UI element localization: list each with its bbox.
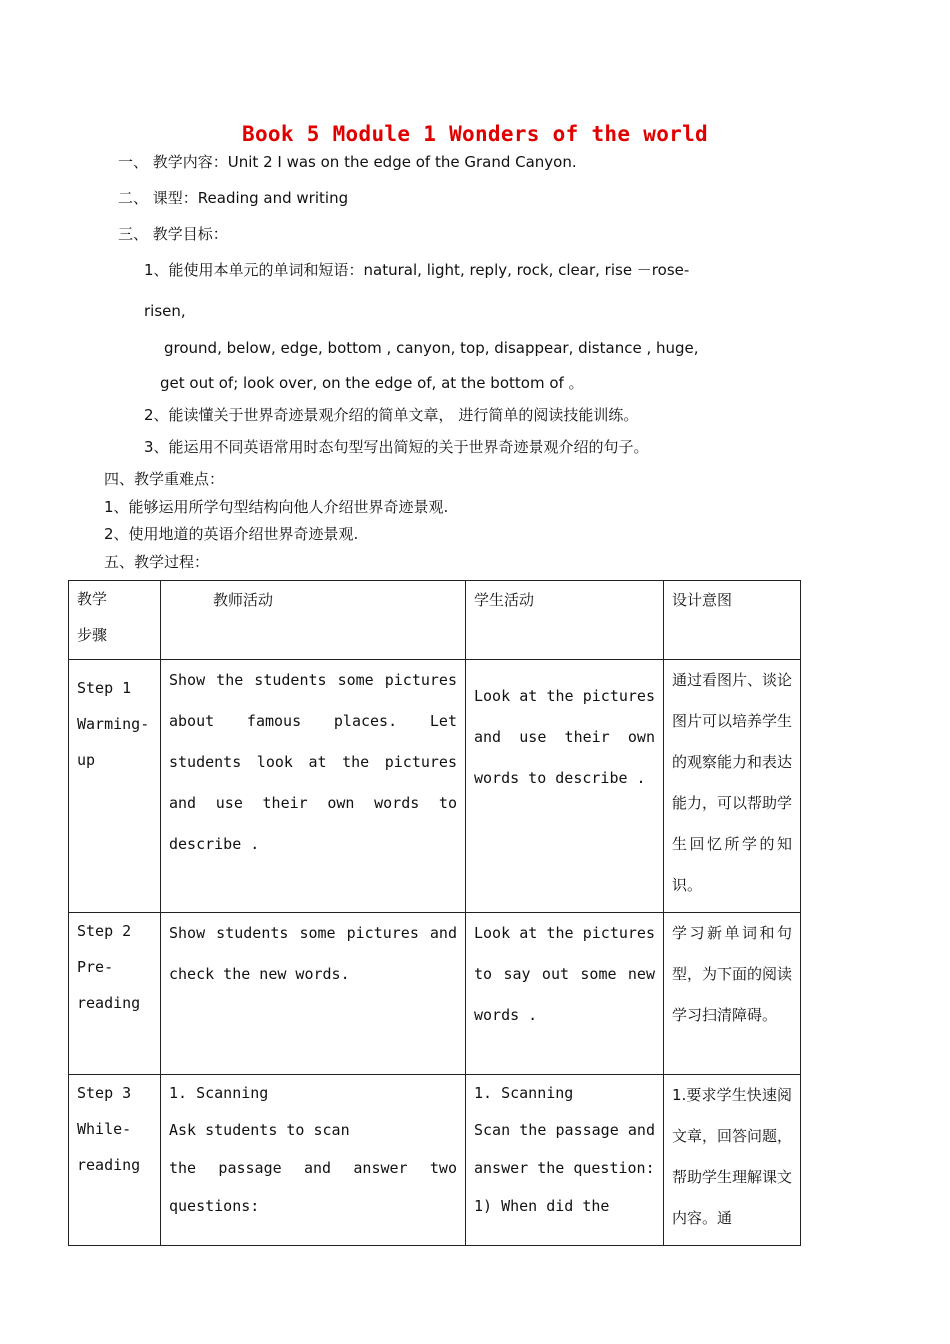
- key-2: 2、使用地道的英语介绍世界奇迹景观.: [104, 525, 359, 543]
- table-row: [69, 913, 801, 1075]
- step-cell: Step 1 Warming- up: [69, 660, 161, 913]
- header-intent: 设计意图: [664, 581, 801, 660]
- student-cell: Look at the pictures and use their own words to describe .: [466, 660, 664, 913]
- intent-cell: 学习新单词和句型，为下面的阅读学习扫清障碍。: [664, 913, 801, 1075]
- intent-cell: 通过看图片、谈论图片可以培养学生的观察能力和表达能力，可以帮助学生回忆所学的知识。: [664, 660, 801, 913]
- document-title: Book 5 Module 1 Wonders of the world: [242, 122, 708, 146]
- teacher-cell: 1. Scanning Ask students to scan the passage and answer two questions:: [161, 1075, 466, 1246]
- process-heading: 五、教学过程：: [104, 553, 210, 571]
- goal-1-line-c: ground, below, edge, bottom , canyon, top, disappear, distance , huge,: [164, 339, 699, 357]
- item-type: 二、 课型：Reading and writing: [118, 189, 349, 207]
- goals-heading: 三、 教学目标：: [118, 225, 228, 243]
- key-1: 1、能够运用所学句型结构向他人介绍世界奇迹景观.: [104, 498, 449, 516]
- lesson-table: [68, 580, 801, 1246]
- header-step: 教学 步骤: [69, 581, 161, 660]
- teacher-cell: Show the students some pictures about famous places. Let students look at the pictures and use their own words to describe .: [161, 660, 466, 913]
- goal-2: 2、能读懂关于世界奇迹景观介绍的简单文章， 进行简单的阅读技能训练。: [144, 406, 639, 424]
- teacher-cell: Show students some pictures and check the new words.: [161, 913, 466, 1075]
- student-cell: Look at the pictures to say out some new words .: [466, 913, 664, 1075]
- intent-cell: 1.要求学生快速阅文章，回答问题，帮助学生理解课文内容。通: [664, 1075, 801, 1246]
- goal-1-line-d: get out of; look over, on the edge of, at the bottom of 。: [160, 374, 584, 392]
- goal-1-line-b: risen,: [144, 302, 186, 320]
- goal-3: 3、能运用不同英语常用时态句型写出简短的关于世界奇迹景观介绍的句子。: [144, 438, 649, 456]
- table-row: [69, 660, 801, 913]
- key-heading: 四、教学重难点：: [104, 470, 225, 488]
- header-student: 学生活动: [466, 581, 664, 660]
- step-cell: Step 2 Pre- reading: [69, 913, 161, 1075]
- table-header-row: [69, 581, 801, 660]
- header-teacher: 教师活动: [161, 581, 466, 660]
- goal-1-line-a: 1、能使用本单元的单词和短语：natural, light, reply, rock, clear, rise －rose-: [144, 261, 690, 279]
- item-content: 一、 教学内容：Unit 2 I was on the edge of the Grand Canyon.: [118, 153, 577, 171]
- student-cell: 1. Scanning Scan the passage and answer the question: 1) When did the: [466, 1075, 664, 1246]
- table-row: [69, 1075, 801, 1246]
- step-cell: Step 3 While- reading: [69, 1075, 161, 1246]
